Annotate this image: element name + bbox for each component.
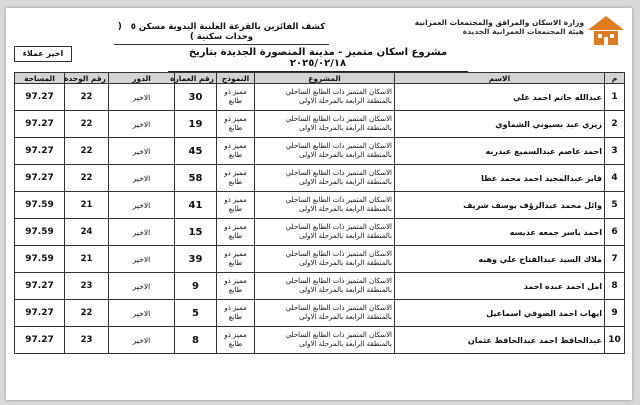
document-page [6,8,632,400]
model-line-2: طابع [228,205,243,213]
model-line-2: طابع [228,97,243,105]
ministry-name: وزارة الاسكان والمرافق والمجتمعات العمرانية [414,18,584,27]
project-line-2: بالمنطقة الرابعة بالمرحلة الاولى [299,340,392,348]
area: 97.27 [15,273,65,300]
building-number: 15 [175,219,217,246]
last-client-label: اخير عملاء [14,46,72,62]
model-line-1: مميز ذو [224,169,247,177]
project-line-2: بالمنطقة الرابعة بالمرحلة الاولى [299,232,392,240]
col-header-num: م [605,73,625,84]
building-number: 58 [175,165,217,192]
building-number: 9 [175,273,217,300]
model-line-2: طابع [228,259,243,267]
project-line-2: بالمنطقة الرابعة بالمرحلة الاولى [299,313,392,321]
winner-name: ملاك السيد عبدالفتاح علي وهبه [395,246,605,273]
unit-number: 22 [65,165,109,192]
row-number: 10 [605,327,625,354]
table-row [15,219,625,246]
model-line-1: مميز ذو [224,304,247,312]
table-row [15,300,625,327]
winner-name: احمد عاصم عبدالسميع عبدربه [395,138,605,165]
area: 97.27 [15,165,65,192]
floor: الاخير [109,273,175,300]
project-line-1: الاسكان المتميز ذات الطابع الساحلي [285,331,392,339]
area: 97.59 [15,192,65,219]
col-header-unit: رقم الوحدة [65,73,109,84]
model-line-1: مميز ذو [224,250,247,258]
winner-name: عبدالله حاتم احمد علي [395,84,605,111]
model-line-2: طابع [228,151,243,159]
project-line-1: الاسكان المتميز ذات الطابع الساحلي [285,142,392,150]
model-cell [217,138,255,165]
unit-number: 22 [65,111,109,138]
col-header-area: المساحة [15,73,65,84]
project-line-2: بالمنطقة الرابعة بالمرحلة الاولى [299,205,392,213]
row-number: 2 [605,111,625,138]
project-line-2: بالمنطقة الرابعة بالمرحلة الاولى [299,151,392,159]
project-cell [255,327,395,354]
building-number: 45 [175,138,217,165]
model-line-2: طابع [228,286,243,294]
project-line-1: الاسكان المتميز ذات الطابع الساحلي [285,88,392,96]
area: 97.59 [15,219,65,246]
model-line-2: طابع [228,178,243,186]
table-row [15,165,625,192]
winner-name: امل احمد عبده احمد [395,273,605,300]
model-cell [217,219,255,246]
project-line-1: الاسكان المتميز ذات الطابع الساحلي [285,250,392,258]
unit-number: 24 [65,219,109,246]
project-line-1: الاسكان المتميز ذات الطابع الساحلي [285,277,392,285]
winners-title [114,22,329,45]
model-line-2: طابع [228,313,243,321]
model-line-1: مميز ذو [224,115,247,123]
building-number: 19 [175,111,217,138]
col-header-name: الاسم [395,73,605,84]
table-row [15,273,625,300]
model-cell [217,84,255,111]
project-cell [255,138,395,165]
model-cell [217,300,255,327]
winners-title-note: ( وحدات سكنية ) [117,22,253,42]
floor: الاخير [109,246,175,273]
model-cell [217,273,255,300]
area: 97.27 [15,138,65,165]
project-line-1: الاسكان المتميز ذات الطابع الساحلي [285,196,392,204]
winners-title-main: كشف الفائزين بالقرعة العلنية اليدوية مسكن ٥ [130,22,326,32]
model-line-1: مميز ذو [224,142,247,150]
ministry-header [414,18,584,36]
model-line-1: مميز ذو [224,88,247,96]
floor: الاخير [109,327,175,354]
row-number: 5 [605,192,625,219]
model-cell [217,165,255,192]
table-row [15,138,625,165]
row-number: 9 [605,300,625,327]
unit-number: 23 [65,327,109,354]
floor: الاخير [109,165,175,192]
winner-name: احمد ياسر جمعه عديسه [395,219,605,246]
row-number: 8 [605,273,625,300]
table-row [15,327,625,354]
table-row [15,111,625,138]
area: 97.59 [15,246,65,273]
unit-number: 22 [65,300,109,327]
col-header-building: رقم العمارة [175,73,217,84]
project-line-2: بالمنطقة الرابعة بالمرحلة الاولى [299,286,392,294]
table-header-row [15,73,625,84]
unit-number: 23 [65,273,109,300]
model-cell [217,111,255,138]
project-cell [255,219,395,246]
unit-number: 22 [65,84,109,111]
project-cell [255,246,395,273]
row-number: 1 [605,84,625,111]
area: 97.27 [15,327,65,354]
model-line-2: طابع [228,232,243,240]
model-line-2: طابع [228,124,243,132]
winners-table [14,72,625,354]
building-number: 5 [175,300,217,327]
winner-name: ايهاب احمد الصوفي اسماعيل [395,300,605,327]
unit-number: 22 [65,138,109,165]
unit-number: 21 [65,246,109,273]
winner-name: عبدالحافظ احمد عبدالحافظ عثمان [395,327,605,354]
row-number: 3 [605,138,625,165]
project-line-2: بالمنطقة الرابعة بالمرحلة الاولى [299,178,392,186]
building-number: 8 [175,327,217,354]
building-number: 39 [175,246,217,273]
building-number: 41 [175,192,217,219]
area: 97.27 [15,84,65,111]
project-line-2: بالمنطقة الرابعة بالمرحلة الاولى [299,124,392,132]
model-line-1: مميز ذو [224,331,247,339]
row-number: 6 [605,219,625,246]
project-cell [255,111,395,138]
winner-name: وائل محمد عبدالرؤف يوسف شريف [395,192,605,219]
area: 97.27 [15,111,65,138]
table-row [15,246,625,273]
project-cell [255,300,395,327]
model-line-1: مميز ذو [224,277,247,285]
row-number: 7 [605,246,625,273]
row-number: 4 [605,165,625,192]
winner-name: زيزي عبد بسيوني الشماوي [395,111,605,138]
model-line-1: مميز ذو [224,223,247,231]
table-row [15,192,625,219]
floor: الاخير [109,300,175,327]
table-row [15,84,625,111]
project-title: مشروع اسكان متميز - مدينة المنصورة الجديدة بتاريخ ٢٠٢٥/٠٢/١٨ [168,47,468,72]
col-header-floor: الدور [109,73,175,84]
floor: الاخير [109,192,175,219]
project-line-2: بالمنطقة الرابعة بالمرحلة الاولى [299,97,392,105]
project-cell [255,273,395,300]
model-cell [217,192,255,219]
project-line-2: بالمنطقة الرابعة بالمرحلة الاولى [299,259,392,267]
model-cell [217,327,255,354]
authority-name: هيئة المجتمعات العمرانية الجديدة [462,27,584,36]
model-line-2: طابع [228,340,243,348]
building-number: 30 [175,84,217,111]
project-cell [255,165,395,192]
project-cell [255,84,395,111]
unit-number: 21 [65,192,109,219]
col-header-project: المشروع [255,73,395,84]
project-line-1: الاسكان المتميز ذات الطابع الساحلي [285,223,392,231]
project-cell [255,192,395,219]
housing-authority-logo-icon [586,14,626,48]
floor: الاخير [109,111,175,138]
model-cell [217,246,255,273]
project-line-1: الاسكان المتميز ذات الطابع الساحلي [285,115,392,123]
project-line-1: الاسكان المتميز ذات الطابع الساحلي [285,304,392,312]
model-line-1: مميز ذو [224,196,247,204]
area: 97.27 [15,300,65,327]
col-header-model: النموذج [217,73,255,84]
winner-name: فايز عبدالمجيد احمد محمد عطا [395,165,605,192]
floor: الاخير [109,219,175,246]
floor: الاخير [109,84,175,111]
floor: الاخير [109,138,175,165]
project-line-1: الاسكان المتميز ذات الطابع الساحلي [285,169,392,177]
